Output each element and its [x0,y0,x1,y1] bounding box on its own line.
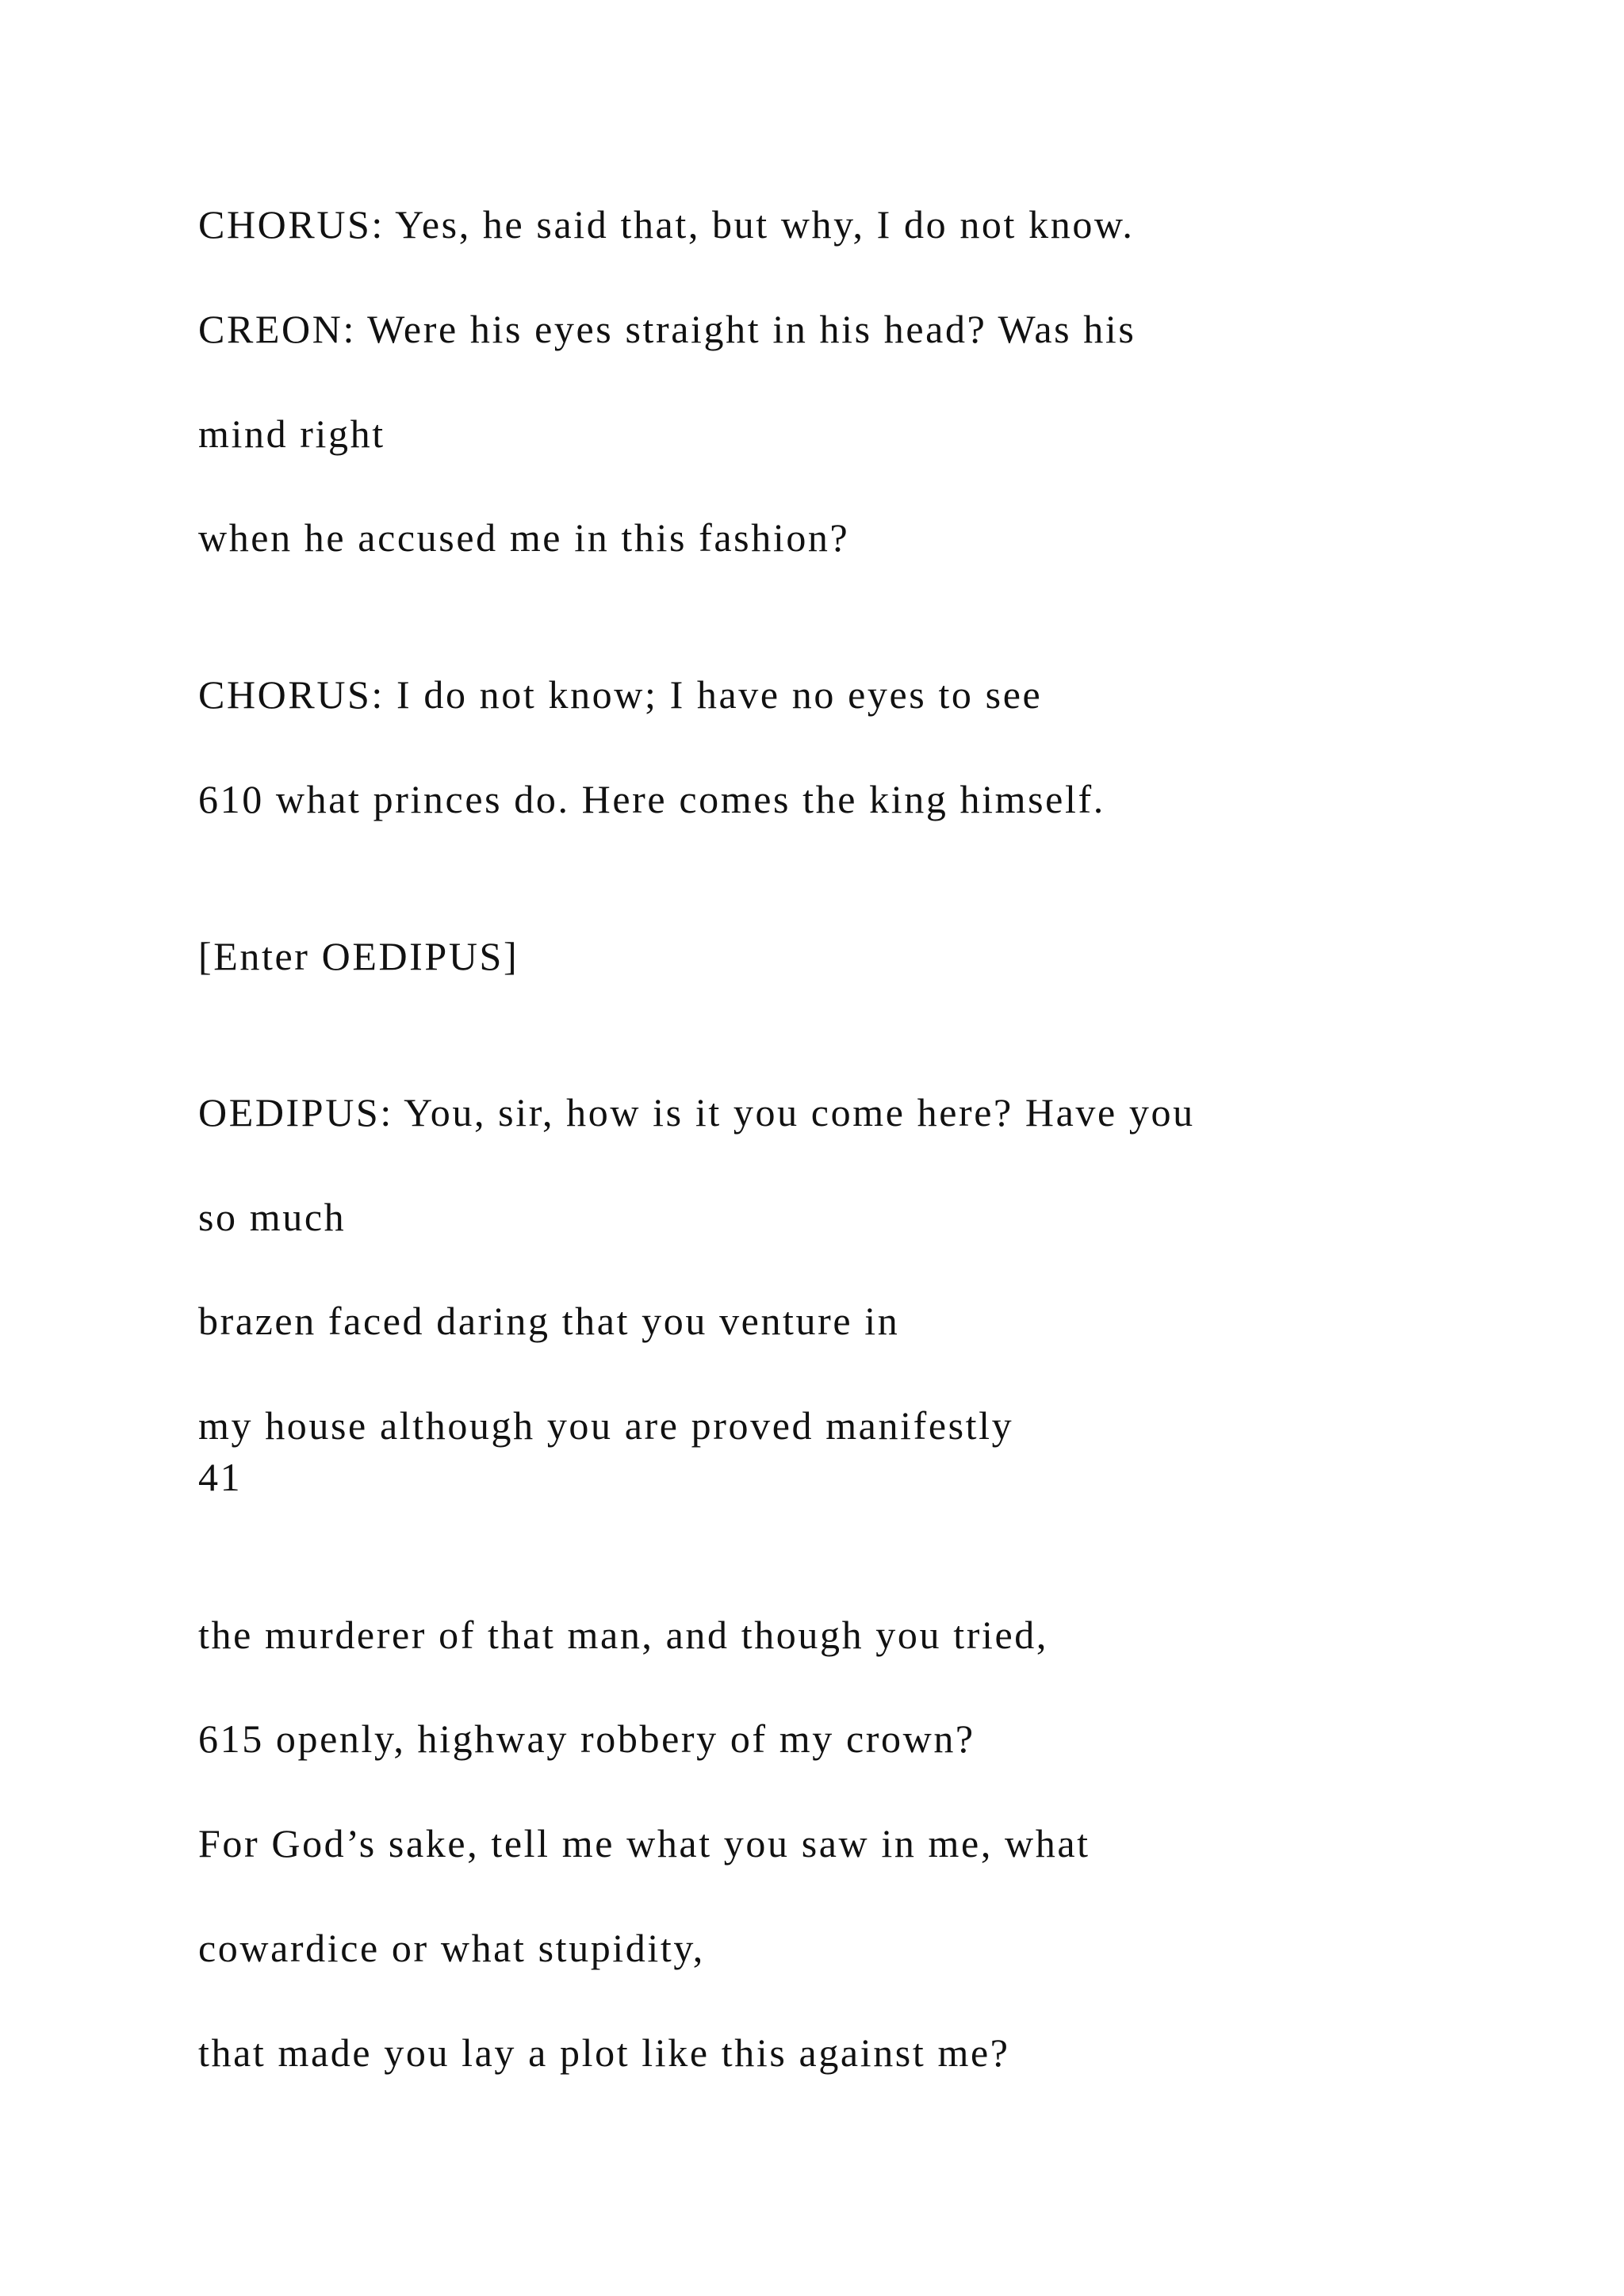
text-line: that made you lay a plot like this against me? [198,2030,1010,2075]
text-line: when he accused me in this fashion? [198,515,850,560]
text-line: CHORUS: I do not know; I have no eyes to see [198,672,1043,717]
text-line: 615 openly, highway robbery of my crown? [198,1716,975,1761]
text-line: For God’s sake, tell me what you saw in me, what [198,1821,1090,1866]
text-line: the murderer of that man, and though you tried, [198,1613,1048,1657]
text-line: CREON: Were his eyes straight in his head? Was his [198,307,1136,351]
text-line: OEDIPUS: You, sir, how is it you come here? Have you [198,1090,1195,1135]
stage-direction: [Enter OEDIPUS] [198,934,519,978]
text-line: my house although you are proved manifestly [198,1403,1014,1448]
text-line: CHORUS: Yes, he said that, but why, I do not know. [198,202,1135,247]
text-line: cowardice or what stupidity, [198,1926,705,1970]
text-line: brazen faced daring that you venture in [198,1299,900,1343]
text-line: 610 what princes do. Here comes the king himself. [198,777,1105,821]
text-line: so much [198,1195,347,1239]
page-number: 41 [198,1455,243,1499]
text-line: mind right [198,411,385,456]
